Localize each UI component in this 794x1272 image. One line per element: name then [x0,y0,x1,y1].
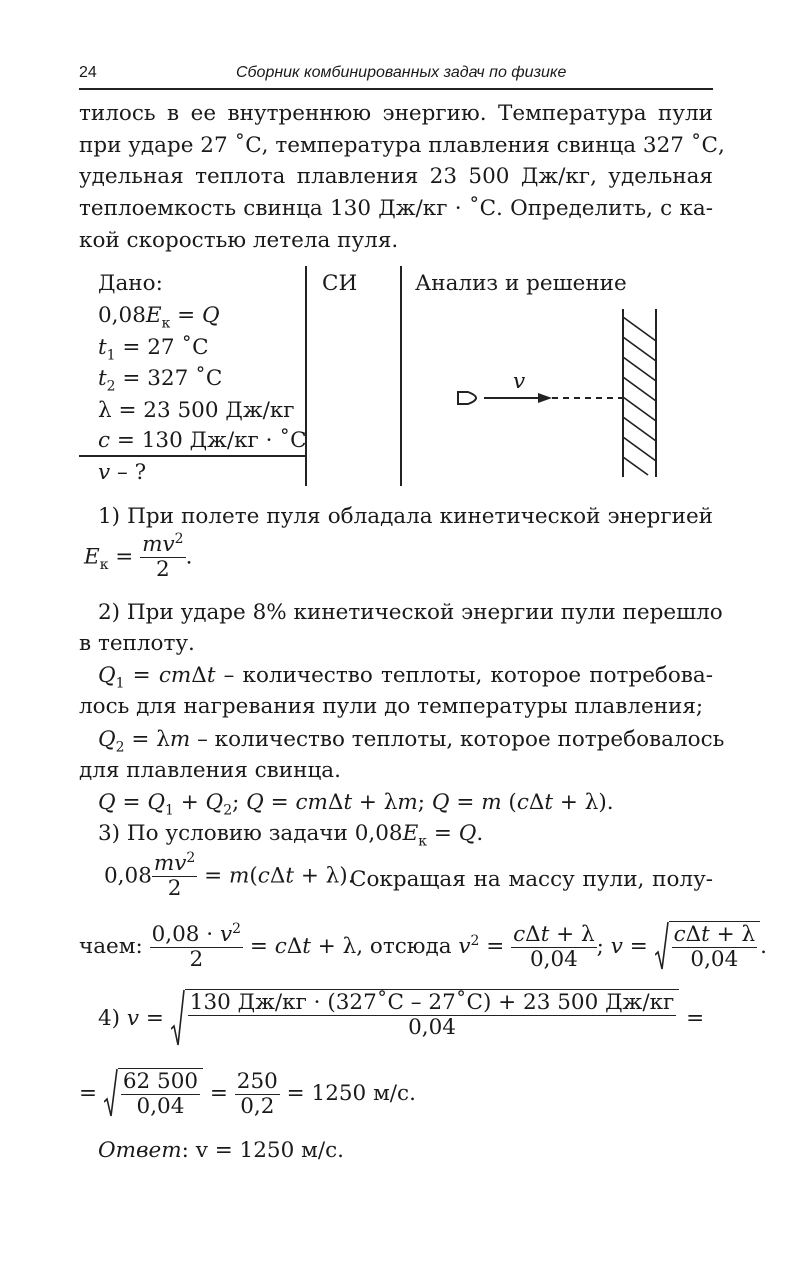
arrow-head-icon [538,393,552,403]
given-c: c = 130 Дж/кг · ˚С [98,428,307,453]
given-heading: Дано: [98,271,163,296]
answer-line: Ответ: v = 1250 м/с. [98,1138,344,1163]
bullet-icon [458,392,476,404]
step2-line-2: в теплоту. [79,631,195,656]
intro-line-1: тилось в ее внутреннюю энергию. Температура пули [79,101,713,126]
step3-tail: Сокращая на массу пули, полу- [350,867,713,892]
intro-line-2: при ударе 27 ˚С, температура плавления свинца 327 ˚С, [79,133,725,158]
given-find-rule [79,455,307,457]
equation-energy-balance: 0,08 $\frac{mv^2}{2}$ = m(cΔt + λ). [104,849,355,901]
step2-line-1: 2) При ударе 8% кинетической энергии пули перешло [98,600,723,625]
intro-line-4: теплоемкость свинца 130 Дж/кг · ˚С. Определить, с ка- [79,196,713,221]
equation-velocity-squared: чаем: $\frac{0,08 \cdot v^2}{2}$ = cΔt + λ, отсюда $v^2$ = $\frac{\text{cΔt + λ}}{0,04}$ ; v = $\frac{\text{cΔt + λ}}{0,04}$ . [79,920,767,972]
table-divider-si [400,266,402,486]
bullet-wall-figure [440,305,670,485]
velocity-label: v [513,369,526,394]
q2-line-2: для плавления свинца. [79,758,341,783]
page-number: 24 [79,64,97,81]
equation-substitution: 4) v = $\frac{130 Дж/кг \cdot (327˚С - 27˚С) + 23 500 Дж/кг}{0,04}$ = [98,989,704,1049]
q1-line-2: лось для нагревания пули до температуры плавления; [79,694,704,719]
analysis-heading: Анализ и решение [415,271,627,296]
intro-line-5: кой скоростью летела пуля. [79,228,399,253]
total-heat-equation: $Q = Q_1 + Q_2$; Q = cmΔt + λm; Q = m (cΔt + λ). [98,790,614,819]
equation-numeric-result: = $\frac{62 500}{0,04}$ = $\frac{250}{0,2}$ = 1250 м/с. [79,1068,416,1119]
formula-kinetic-energy: $E_к$ = $\frac{mv^2}{2}$ . [84,530,193,582]
given-t1: $t_1 = 27$ ˚С [98,335,209,364]
step1-text: 1) При полете пуля обладала кинетической энергией [98,504,713,529]
running-header-title: Сборник комбинированных задач по физике [236,64,567,81]
wall-hatching [623,317,656,475]
given-lambda: λ = 23 500 Дж/кг [98,398,295,423]
intro-line-3: удельная теплота плавления 23 500 Дж/кг, удельная [79,164,713,189]
step3-text: 3) По условию задачи $0,08E_к = Q$. [98,821,484,850]
given-find: v – ? [98,460,147,485]
given-energy-fraction: $0,08E_к = Q$ [98,303,220,332]
q1-line-1: $Q_1 = cm\Delta t$ – количество теплоты, которое потребова- [98,663,713,692]
given-t2: $t_2 = 327$ ˚С [98,366,223,395]
header-rule [79,88,713,90]
q2-line-1: $Q_2 = \lambda m$ – количество теплоты, которое потребовалось [98,727,725,756]
si-heading: СИ [322,271,358,296]
